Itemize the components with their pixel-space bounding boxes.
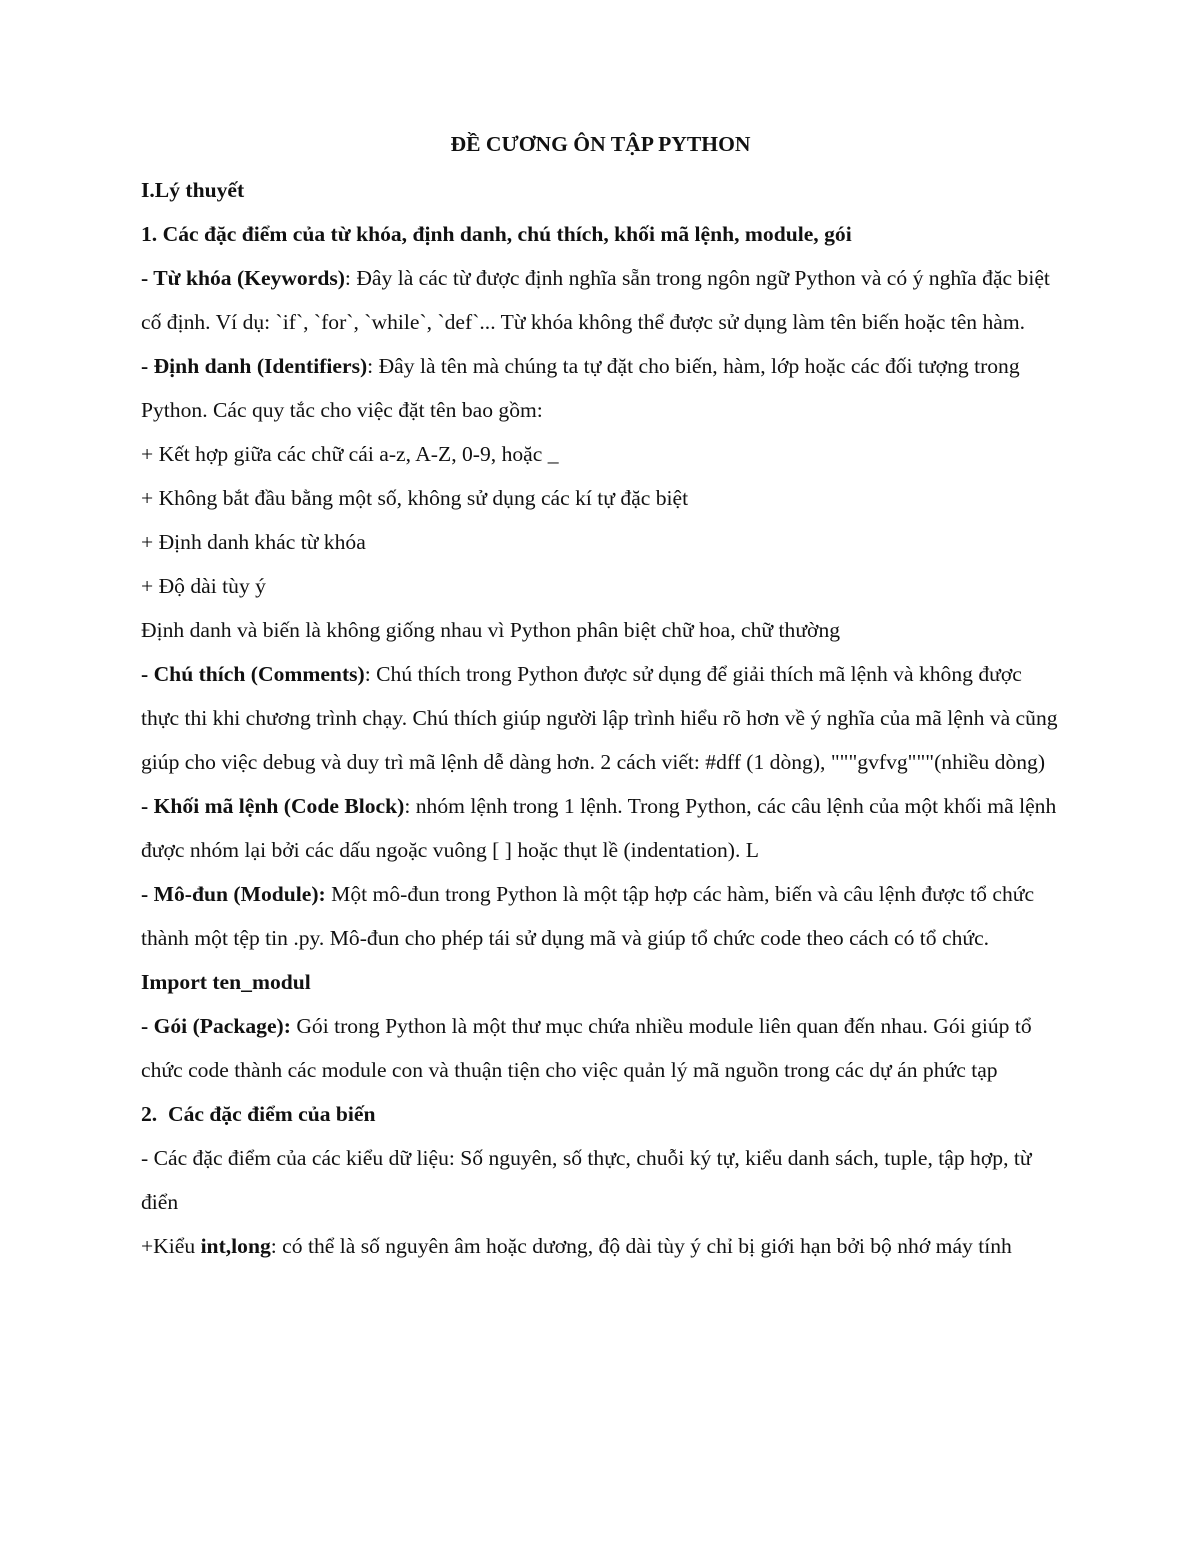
code-block-text: : nhóm lệnh trong 1 lệnh. Trong Python, các câu lệnh của một khối mã lệnh được nhóm lại bởi các dấu ngoặc vuông [ ] hoặc thụt lề (indentation). L [141, 794, 1057, 862]
comments-label: - Chú thích (Comments) [141, 662, 365, 686]
int-long-text: : có thể là số nguyên âm hoặc dương, độ dài tùy ý chỉ bị giới hạn bởi bộ nhớ máy tính [270, 1234, 1012, 1258]
identifier-rule: + Không bắt đầu bằng một số, không sử dụng các kí tự đặc biệt [141, 486, 689, 510]
module-label: - Mô-đun (Module): [141, 882, 326, 906]
package-text: Gói trong Python là một thư mục chứa nhiều module liên quan đến nhau. Gói giúp tổ chức code thành các module con và thuận tiện cho việc quản lý mã nguồn trong các dự án phức tạp [141, 1014, 1032, 1082]
package-label: - Gói (Package): [141, 1014, 291, 1038]
data-types-paragraph: - Các đặc điểm của các kiểu dữ liệu: Số nguyên, số thực, chuỗi ký tự, kiểu danh sách, tuple, tập hợp, từ điển [141, 1146, 1032, 1214]
keywords-text: : Đây là các từ được định nghĩa sẵn trong ngôn ngữ Python và có ý nghĩa đặc biệt cố định. Ví dụ: `if`, `for`, `while`, `def`... Từ khóa không thể được sử dụng làm tên biến hoặc tên hàm. [141, 266, 1050, 334]
identifier-rule: + Độ dài tùy ý [141, 574, 266, 598]
keywords-paragraph [141, 256, 1060, 344]
module-import-label: Import ten_modul [141, 970, 311, 994]
package-paragraph [141, 1004, 1060, 1092]
int-long-paragraph [141, 1224, 1060, 1268]
identifiers-label: - Định danh (Identifiers) [141, 354, 368, 378]
subsection-heading-1: 1. Các đặc điểm của từ khóa, định danh, chú thích, khối mã lệnh, module, gói [141, 222, 852, 246]
identifier-rule: + Kết hợp giữa các chữ cái a-z, A-Z, 0-9, hoặc _ [141, 442, 559, 466]
module-paragraph [141, 872, 1060, 1004]
int-long-label: int,long [200, 1234, 271, 1258]
section-heading-theory: I.Lý thuyết [141, 178, 245, 202]
document-title: ĐỀ CƯƠNG ÔN TẬP PYTHON [450, 132, 751, 156]
subsection-heading-2: 2. Các đặc điểm của biến [141, 1102, 376, 1126]
keywords-label: - Từ khóa (Keywords) [141, 266, 345, 290]
identifiers-note: Định danh và biến là không giống nhau vì Python phân biệt chữ hoa, chữ thường [141, 618, 841, 642]
code-block-label: - Khối mã lệnh (Code Block) [141, 794, 405, 818]
int-long-prefix: +Kiểu [141, 1234, 201, 1258]
module-text: Một mô-đun trong Python là một tập hợp các hàm, biến và câu lệnh được tổ chức thành một tệp tin .py. Mô-đun cho phép tái sử dụng mã và giúp tổ chức code theo cách có tổ chức. [141, 882, 1035, 950]
identifiers-text: : Đây là tên mà chúng ta tự đặt cho biến, hàm, lớp hoặc các đối tượng trong Python. Các quy tắc cho việc đặt tên bao gồm: [141, 354, 1020, 422]
comments-text: : Chú thích trong Python được sử dụng để giải thích mã lệnh và không được thực thi khi chương trình chạy. Chú thích giúp người lập trình hiểu rõ hơn về ý nghĩa của mã lệnh và cũng giúp cho việc debug và duy trì mã lệnh dễ dàng hơn. 2 cách viết: #dff (1 dòng), """gvfvg"""(nhiều dòng) [141, 662, 1058, 774]
comments-paragraph [141, 652, 1060, 784]
identifiers-paragraph [141, 344, 1060, 432]
identifier-rule: + Định danh khác từ khóa [141, 530, 366, 554]
code-block-paragraph [141, 784, 1060, 872]
